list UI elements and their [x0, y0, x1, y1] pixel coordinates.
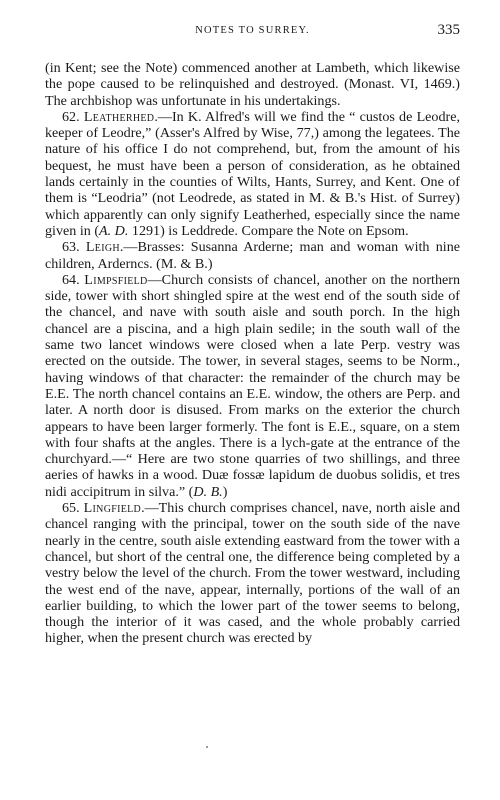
paragraph-continuation	[45, 60, 460, 109]
page-number: 335	[437, 22, 460, 38]
paragraph-text: 1291) is Leddrede. Compare the Note on Epsom.	[128, 222, 409, 239]
book-page	[45, 22, 460, 647]
paragraph-text: —Church consists of chancel, another on the northern side, tower with short shingled spire at the west end of the south side of the chancel, and nave with south aisle and south porch. In the high chancel are a piscina, and a high plain sedile; in the south wall of the same two lancet windows were closed when a late Perp. vestry was erected on the outside. The tower, in several stages, seems to be Norm., having windows of that character: the remainder of the church may be E.E. The north chancel contains an E.E. window, the others are Perp. and later. A north door is disused. From marks on the exterior the church appears to have been larger formerly. The font is E.E., square, on a stem with four shafts at the angles. There is a lych-gate at the entrance of the churchyard.—“ Here are two stone quarries of two shillings, and three aeries of hawks in a wood. Duæ fossæ lapidum de duobus solidis, et tres nidi accipitrum in silva.” (	[45, 271, 461, 500]
entry-heading: Leatherhed	[83, 108, 155, 125]
entry-heading: Lingfield	[83, 500, 142, 517]
running-head	[45, 22, 460, 44]
paragraph-leatherhed	[45, 109, 460, 239]
paragraph-text: )	[222, 483, 228, 500]
entry-heading: Leigh	[85, 239, 120, 256]
italic-citation: D. B.	[193, 483, 223, 500]
paragraph-text: .—In K. Alfred's will we find the “ custos de Leodre, keeper of Leodre,” (Asser's Alfred by Wise, 77,) among the legatees. The nature of his office I do not comprehend, but, from the amount of his bequest, he must have been a person of consideration, as he obtained lands certainly in the counties of Wilts, Hants, Surrey, and Kent. One of them is “Leodria” (not Leodrede, as stated in M. & B.'s Hist. of Surrey) which apparently can only signify Leatherhed, especially since the name given in (	[45, 108, 460, 239]
paragraph-text: .—Brasses: Susanna Arderne; man and woman with nine children, Arderncs. (M. & B.)	[45, 239, 461, 272]
paragraph-leigh	[45, 239, 460, 272]
paragraph-lingfield	[45, 500, 460, 647]
entry-number: 65.	[62, 500, 84, 517]
body-text	[45, 60, 460, 647]
entry-number: 62.	[62, 108, 84, 125]
entry-heading: Limpsfield	[84, 271, 148, 288]
paragraph-text: (in Kent; see the Note) commenced another at Lambeth, which likewise the pope caused to be relinquished and destroyed. (Monast. VI, 1469.) The archbishop was unfortunate in his undertakings.	[45, 60, 460, 109]
paragraph-text: .—This church comprises chancel, nave, north aisle and chancel ranging with the principal, tower on the south side of the nave nearly in the centre, south aisle extending eastward from the tower with a chancel, but short of the central one, the difference being completed by a vestry below the level of the church. From the tower westward, including the west end of the nave, appear, internally, portions of the wall of an earlier building, to which the lower part of the tower seems to belong, though the interior of it was cased, and the whole probably carried higher, when the present church was erected by	[45, 500, 460, 647]
entry-number: 63.	[62, 239, 86, 256]
print-speck	[206, 746, 208, 748]
paragraph-limpsfield	[45, 272, 460, 500]
entry-number: 64.	[62, 271, 85, 288]
running-title: NOTES TO SURREY.	[195, 25, 310, 36]
italic-citation: A. D.	[99, 222, 129, 239]
